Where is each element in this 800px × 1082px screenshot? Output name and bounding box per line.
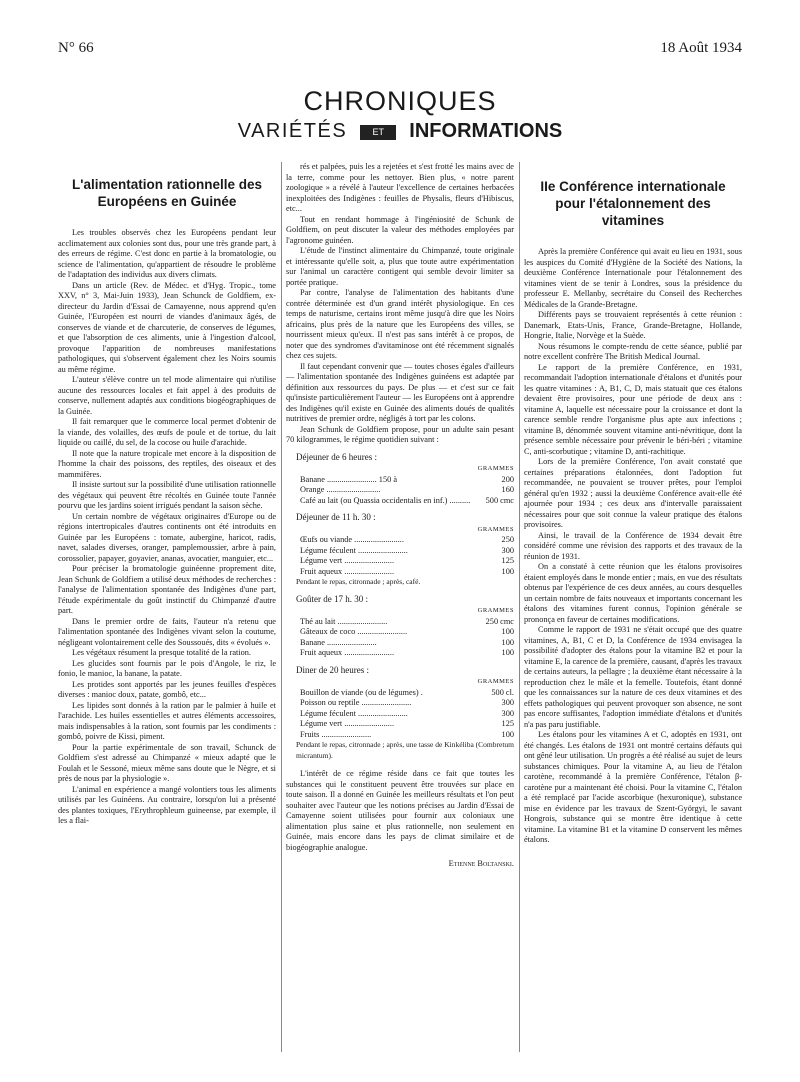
paragraph: Différents pays se trouvaient représentés à cette réunion : Danemark, Etats-Unis, France, Grande-Bretagne, Hollande, Hongrie, Italie, Norvège et la Suède. — [524, 310, 742, 340]
meal-block — [286, 452, 514, 507]
column-1 — [58, 162, 276, 1052]
meal-item-quantity: 300 — [501, 698, 514, 707]
meal-item — [286, 648, 514, 659]
grammes-label: GRAMMES — [477, 678, 514, 685]
meal-item — [286, 709, 514, 720]
meal-note: Pendant le repas, citronnade ; après, café. — [296, 577, 421, 586]
meal-item-name: Thé au lait ........................ — [300, 616, 388, 626]
grammes-label: GRAMMES — [477, 525, 514, 533]
column-rule-1 — [281, 162, 282, 1052]
paragraph: Les végétaux résument la presque totalité de la ration. — [72, 648, 252, 657]
meal-item — [286, 485, 514, 496]
grammes-label: GRAMMES — [477, 465, 514, 472]
meal-item-quantity: 125 — [501, 556, 514, 565]
paragraph: Il faut cependant convenir que — toutes choses égales d'ailleurs — l'alimentation spontanée des Indigènes guinéens est adaptée par définition aux ressources du pays. De plus — et c'est sur ce fait qu'insiste particulièrement l'auteur — les Européens ont à apprendre des Indigènes qu'il existe en Guinée des aliments doués de qualités nutritives de premier ordre, négligés à tort par les colons. — [286, 361, 514, 423]
paragraph: Il insiste surtout sur la possibilité d'une utilisation rationnelle des végétaux qui peuvent être récoltés en Guinée toute l'année pourvu que les jardins soient irrigués pendant la saison sèche. — [58, 480, 276, 510]
masthead-title: CHRONIQUES — [303, 86, 497, 116]
meal-block — [286, 594, 514, 659]
meal-block — [286, 665, 514, 762]
meal-item-name: Café au lait (ou Quassia occidentalis en inf.) .......... — [300, 495, 471, 505]
grammes-label: GRAMMES — [477, 607, 514, 614]
article2-body — [524, 247, 742, 846]
paragraph: Nous résumons le compte-rendu de cette séance, publié par notre excellent confrère The British Medical Journal. — [524, 341, 742, 361]
paragraph: Les étalons pour les vitamines A et C, adoptés en 1931, ont été changés. Les étalons de 1931 ont montré certains défauts qui ont gêné leur utilisation. Un progrès a été réalisé au sujet de leurs substances chimiques. Pour la vitamine A, au lieu de l'étalon carotène, recommandé à la première Conférence, l'étalon β-carotène pur a maintenant été choisi. Pour la vitamine C, l'étalon a été remplacé par l'acide ascorbique (hexuronique), substance mise en évidence par les travaux de Szent-Györgyi, le savant Hongrois, substance qui se montre être identique à cette vitamine. La vitamine B1 et la vitamine D conservent les mêmes étalons. — [524, 730, 742, 844]
paragraph: Un certain nombre de végétaux originaires d'Europe ou de régions intertropicales d'autres continents ont été introduits en Guinée par les Européens : tomate, aubergine, haricot, radis, navet, salades diverses, oranger, pamplemoussier, arbre à pain, corossolier, papayer, goyavier, ananas, avocatier, manguier, etc... — [58, 511, 276, 563]
meal-item-name: Banane ........................ — [300, 637, 377, 647]
meal-item-name: Orange .......................... — [300, 485, 381, 494]
masthead-subtitle — [0, 120, 800, 143]
paragraph: L'animal en expérience a mangé volontiers tous les aliments utilisés par les Guinéens. Au contraire, lorsqu'on lui a présenté des plantes toxiques, l'Erythrophleum guineense, par exemple, il les a flai- — [58, 784, 276, 825]
meal-item-quantity: 500 cmc — [485, 495, 514, 505]
meal-item-quantity: 100 — [501, 627, 514, 636]
paragraph: Dans le premier ordre de faits, l'auteur n'a retenu que l'alimentation spontanée des Indigènes vivant selon la coutume, négligeant volontairement celle des Soussoués, dits « évolués ». — [58, 616, 276, 647]
meal-item — [286, 617, 514, 628]
paragraph: Dans un article (Rev. de Médec. et d'Hyg. Tropic., tome XXV, n° 3, Mai-Juin 1933), Jean Schunck de Goldfiem, ex-directeur du Jardin d'Essai de Camayenne, nous apprend qu'en Guinée, l'Européen est nourri de viandes d'animaux âgés, de conserves de viande et de charcuterie, de conserves de légumes, et que l'absorption de ces aliments, unie à l'ingestion d'alcool, provoque l'apparition de nombreuses manifestations pathologiques, qui s'observent également chez les Noirs soumis au même régime. — [58, 280, 276, 374]
issue-number: N° 66 — [58, 40, 94, 56]
article1-continued — [286, 162, 514, 446]
meal-item — [286, 719, 514, 730]
paragraph: Il fait remarquer que le commerce local permet d'obtenir de la viande, des volailles, des œufs de poule et de tortue, du lait liquide ou caillé, du sel, de la cocose ou huile d'arachide. — [58, 417, 276, 447]
meal-block — [286, 512, 514, 588]
paragraph: Ainsi, le travail de la Conférence de 1934 devait être considéré comme une révision des rapports et des travaux de la réunion de 1931. — [524, 530, 742, 561]
meal-item-name: Œufs ou viande ........................ — [300, 535, 404, 544]
paragraph: Le rapport de la première Conférence, en 1931, recommandait l'adoption internationale d'étalons et d'unités pour les quatre vitamines : A, B1, C, D, mais statuait que ces étalons devaient être provisoires, pour une période de deux ans : vitamine A, laquelle est nécessaire pour la croissance et dont la carence semble rendre l'organisme plus apte aux infections ; vitamine B, dénommée souvent vitamine anti-névritique, dont la présence semble nécessaire pour prévenir le béri-béri ; vitamine C, anti-scorbutique ; vitamine D, anti-rachitique. — [524, 362, 742, 456]
meal-item-quantity: 300 — [501, 708, 514, 718]
masthead-middle: ET — [360, 125, 396, 140]
article1-body — [58, 228, 276, 827]
paragraph: Les protides sont apportés par les jeunes feuilles d'espèces diverses : manioc doux, patate, gombô, etc... — [58, 679, 276, 699]
meal-item-name: Fruit aqueux ........................ — [300, 648, 395, 657]
paragraph: Les lipides sont donnés à la ration par le palmier à huile et l'arachide. Les huiles essentielles et autres éléments accessoires, mais indispensables à la ration, sont fournis par les condiments : gombô, poivre de Kissi, piment. — [58, 700, 276, 741]
paragraph: Par contre, l'analyse de l'alimentation des habitants d'une contrée déterminée est d'un grand intérêt physiologique. En ces temps de naturisme, certains iront même jusqu'à dire que les Noirs africains, plus près de la nature que les Européens des villes, se nourrissent mieux qu'eux. Il n'est pas sans intérêt à ce propos, de noter que des syndromes d'avitaminose ont été récemment signalés chez ces sujets. — [286, 288, 514, 360]
paragraph: Les troubles observés chez les Européens pendant leur acclimatement aux colonies sont dus, pour une très grande part, à des erreurs de régime. C'est donc en partie à la bromatologie, ou science de l'alimentation, qu'appartient de résoudre le problème de l'adaptation des individus aux divers climats. — [58, 228, 276, 279]
article1-closing: L'intérêt de ce régime réside dans ce fait que toutes les substances qui le constituent peuvent être trouvées sur place en toute saison. Il a donné en Guinée les meilleurs résultats et l'on peut souhaiter avec l'auteur que les notions précises au Jardin d'Essai de Camayenne soient utilisées pour fournir aux coloniaux une alimentation plus saine et plus rationnelle, non seulement en Guinée, mais encore dans les pays de climat similaire et de biogéographie analogue. — [286, 769, 514, 852]
meal-item — [286, 627, 514, 638]
meal-note: Pendant le repas, citronnade ; après, une tasse de Kinkéliba (Combretum micrantum). — [296, 740, 514, 760]
paragraph: Pour préciser la bromatologie guinéenne proprement dite, Jean Schunk de Goldfiem a utilisé deux méthodes de recherches : l'analyse de l'alimentation spontanée des Indigènes d'une part, l'étude expérimentale du goût instinctif du Chimpanzé d'autre part. — [58, 564, 276, 615]
paragraph: L'étude de l'instinct alimentaire du Chimpanzé, toute originale et intéressante qu'elle soit, a, plus que toute autre expérimentation sur l'animal un caractère contigent qui semble devoir limiter sa portée pratique. — [286, 246, 514, 287]
masthead-right: INFORMATIONS — [409, 120, 563, 142]
paragraph: Lors de la première Conférence, l'on avait constaté que certaines préparations étalonnées, dont l'adoption fut recommandée, ne pouvaient se trouver prêtes, pour l'emploi général qu'en 1932 ; aussi la deuxième Conférence avait-elle été ajournée pour 1934 ; ces deux ans d'intervalle paraissaient nécessaires pour que soit connue la valeur pratique des étalons provisoires. — [524, 457, 742, 529]
meal-item-name: Légume vert ........................ — [300, 719, 395, 728]
page-header — [58, 40, 742, 64]
column-3 — [524, 162, 742, 1052]
meal-item — [286, 698, 514, 709]
meal-item-quantity: 300 — [501, 545, 514, 555]
meal-item-quantity: 125 — [501, 719, 514, 728]
meal-item — [286, 638, 514, 649]
issue-date: 18 Août 1934 — [660, 40, 742, 56]
meal-item-name: Légume féculent ........................ — [300, 708, 408, 718]
article1-signature: Etienne Boltanski. — [448, 859, 514, 868]
meal-item-quantity: 100 — [501, 637, 514, 647]
paragraph: Après la première Conférence qui avait eu lieu en 1931, sous les auspices du Comité d'Hygiène de la Société des Nations, la deuxième Conférence Internationale pour l'étalonnement des vitamines vient de se tenir à Londres, sous la présidence du professeur E. Mellanby, secrétaire du Conseil des Recherches Médicales de la Grande-Bretagne. — [524, 247, 742, 309]
meal-item — [286, 567, 514, 578]
masthead-left: VARIÉTÉS — [237, 120, 348, 142]
meal-title: Déjeuner de 11 h. 30 : — [296, 512, 376, 522]
meal-item-quantity: 160 — [501, 485, 514, 494]
meal-item — [286, 475, 514, 486]
meal-item — [286, 546, 514, 557]
paragraph: rés et palpées, puis les a rejetées et s'est frotté les mains avec de la terre, comme pour les nettoyer. Bien plus, « notre parent zoologique » a révélé à l'auteur l'excellence de certaines herbacées inexploitées des Indigènes : feuilles de Physalis, fleurs d'Hibiscus, etc... — [286, 162, 514, 213]
meal-title: Diner de 20 heures : — [296, 664, 369, 675]
paragraph: L'auteur s'élève contre un tel mode alimentaire qui n'utilise aucune des ressources locales et fait appel à des produits de conserve, nullement adaptés aux conditions biogéographiques de la Guinée. — [58, 375, 276, 416]
meal-item-name: Légume féculent ........................ — [300, 545, 408, 555]
column-rule-2 — [519, 162, 520, 1052]
meal-item-name: Gâteaux de coco ........................ — [300, 627, 408, 636]
paragraph: Jean Schunk de Goldfiem propose, pour un adulte sain pesant 70 kilogrammes, le régime quotidien suivant : — [286, 424, 514, 444]
diet-table — [286, 452, 514, 762]
meal-item-quantity: 500 cl. — [491, 687, 514, 697]
meal-item — [286, 496, 514, 507]
column-2 — [286, 162, 514, 1052]
paragraph: Comme le rapport de 1931 ne s'était occupé que des quatre vitamines, A, B1, C et D, la Conférence de 1934 envisagea la possibilité d'adopter des étalons pour la vitamine B2 et pour la vitamine E, la carence de la première, causant, d'après les travaux de certains auteurs, la pellagre ; la deuxième étant nécessaire à la reproduction chez le mâle et la femelle. Toutefois, étant donné que les connaissances sur la nature de ces deux vitamines et des effets pathologiques qui peuvent provoquer son absence, ne sont pas encore suffisantes, l'adoption immédiate d'étalons et d'unités n'a pas paru justifiable. — [524, 625, 742, 729]
meal-item-name: Fruit aqueux ........................ — [300, 566, 395, 576]
meal-item-name: Poisson ou reptile ........................ — [300, 698, 412, 707]
meal-item-name: Fruits ........................ — [300, 729, 372, 739]
paragraph: Pour la partie expérimentale de son travail, Schunck de Goldfiem s'est adressé au Chimpanzé « mieux adapté que le Foulah et le Sessoné, mieux même sans doute que le Nègre, et si près de nous par la physiologie ». — [58, 742, 276, 783]
paragraph: Il note que la nature tropicale met encore à la disposition de l'homme la chair des poissons, des reptiles, des oiseaux et des mammifères. — [58, 448, 276, 479]
article2-heading: IIe Conférence internationale pour l'étalonnement des vitamines — [540, 179, 726, 228]
paragraph: Tout en rendant hommage à l'ingéniosité de Schunk de Goldfiem, on peut discuter la valeur des méthodes employées par l'agronome guinéen. — [286, 214, 514, 245]
meal-item — [286, 556, 514, 567]
meal-item-quantity: 100 — [501, 729, 514, 739]
meal-item-quantity: 100 — [501, 648, 514, 657]
meal-item — [286, 688, 514, 699]
meal-item-name: Légume vert ........................ — [300, 556, 395, 565]
meal-item-quantity: 250 — [501, 535, 514, 544]
meal-item — [286, 535, 514, 546]
paragraph: Les glucides sont fournis par le pois d'Angole, le riz, le fonio, le manioc, la banane, la patate. — [58, 658, 276, 678]
meal-item-name: Bouillon de viande (ou de légumes) . — [300, 687, 423, 697]
meal-title: Déjeuner de 6 heures : — [296, 451, 377, 462]
meal-title: Goûter de 17 h. 30 : — [296, 593, 368, 604]
meal-item — [286, 730, 514, 741]
article1-heading: L'alimentation rationnelle des Européens en Guinée — [72, 177, 262, 209]
meal-item-quantity: 250 cmc — [485, 616, 514, 626]
meal-item-name: Banane ........................ 150 à — [300, 474, 398, 484]
paragraph: On a constaté à cette réunion que les étalons provisoires étaient employés dans le monde entier ; mais, en vue des résultats obtenus par l'expérience de ces deux années, au cours desquelles un certain nombre de faits nouveaux et importants concernant les étalons des vitamines furent connus, l'opinion générale se prononça en faveur de certaines modifications. — [524, 562, 742, 624]
meal-item-quantity: 200 — [501, 474, 514, 484]
meal-item-quantity: 100 — [501, 566, 514, 576]
